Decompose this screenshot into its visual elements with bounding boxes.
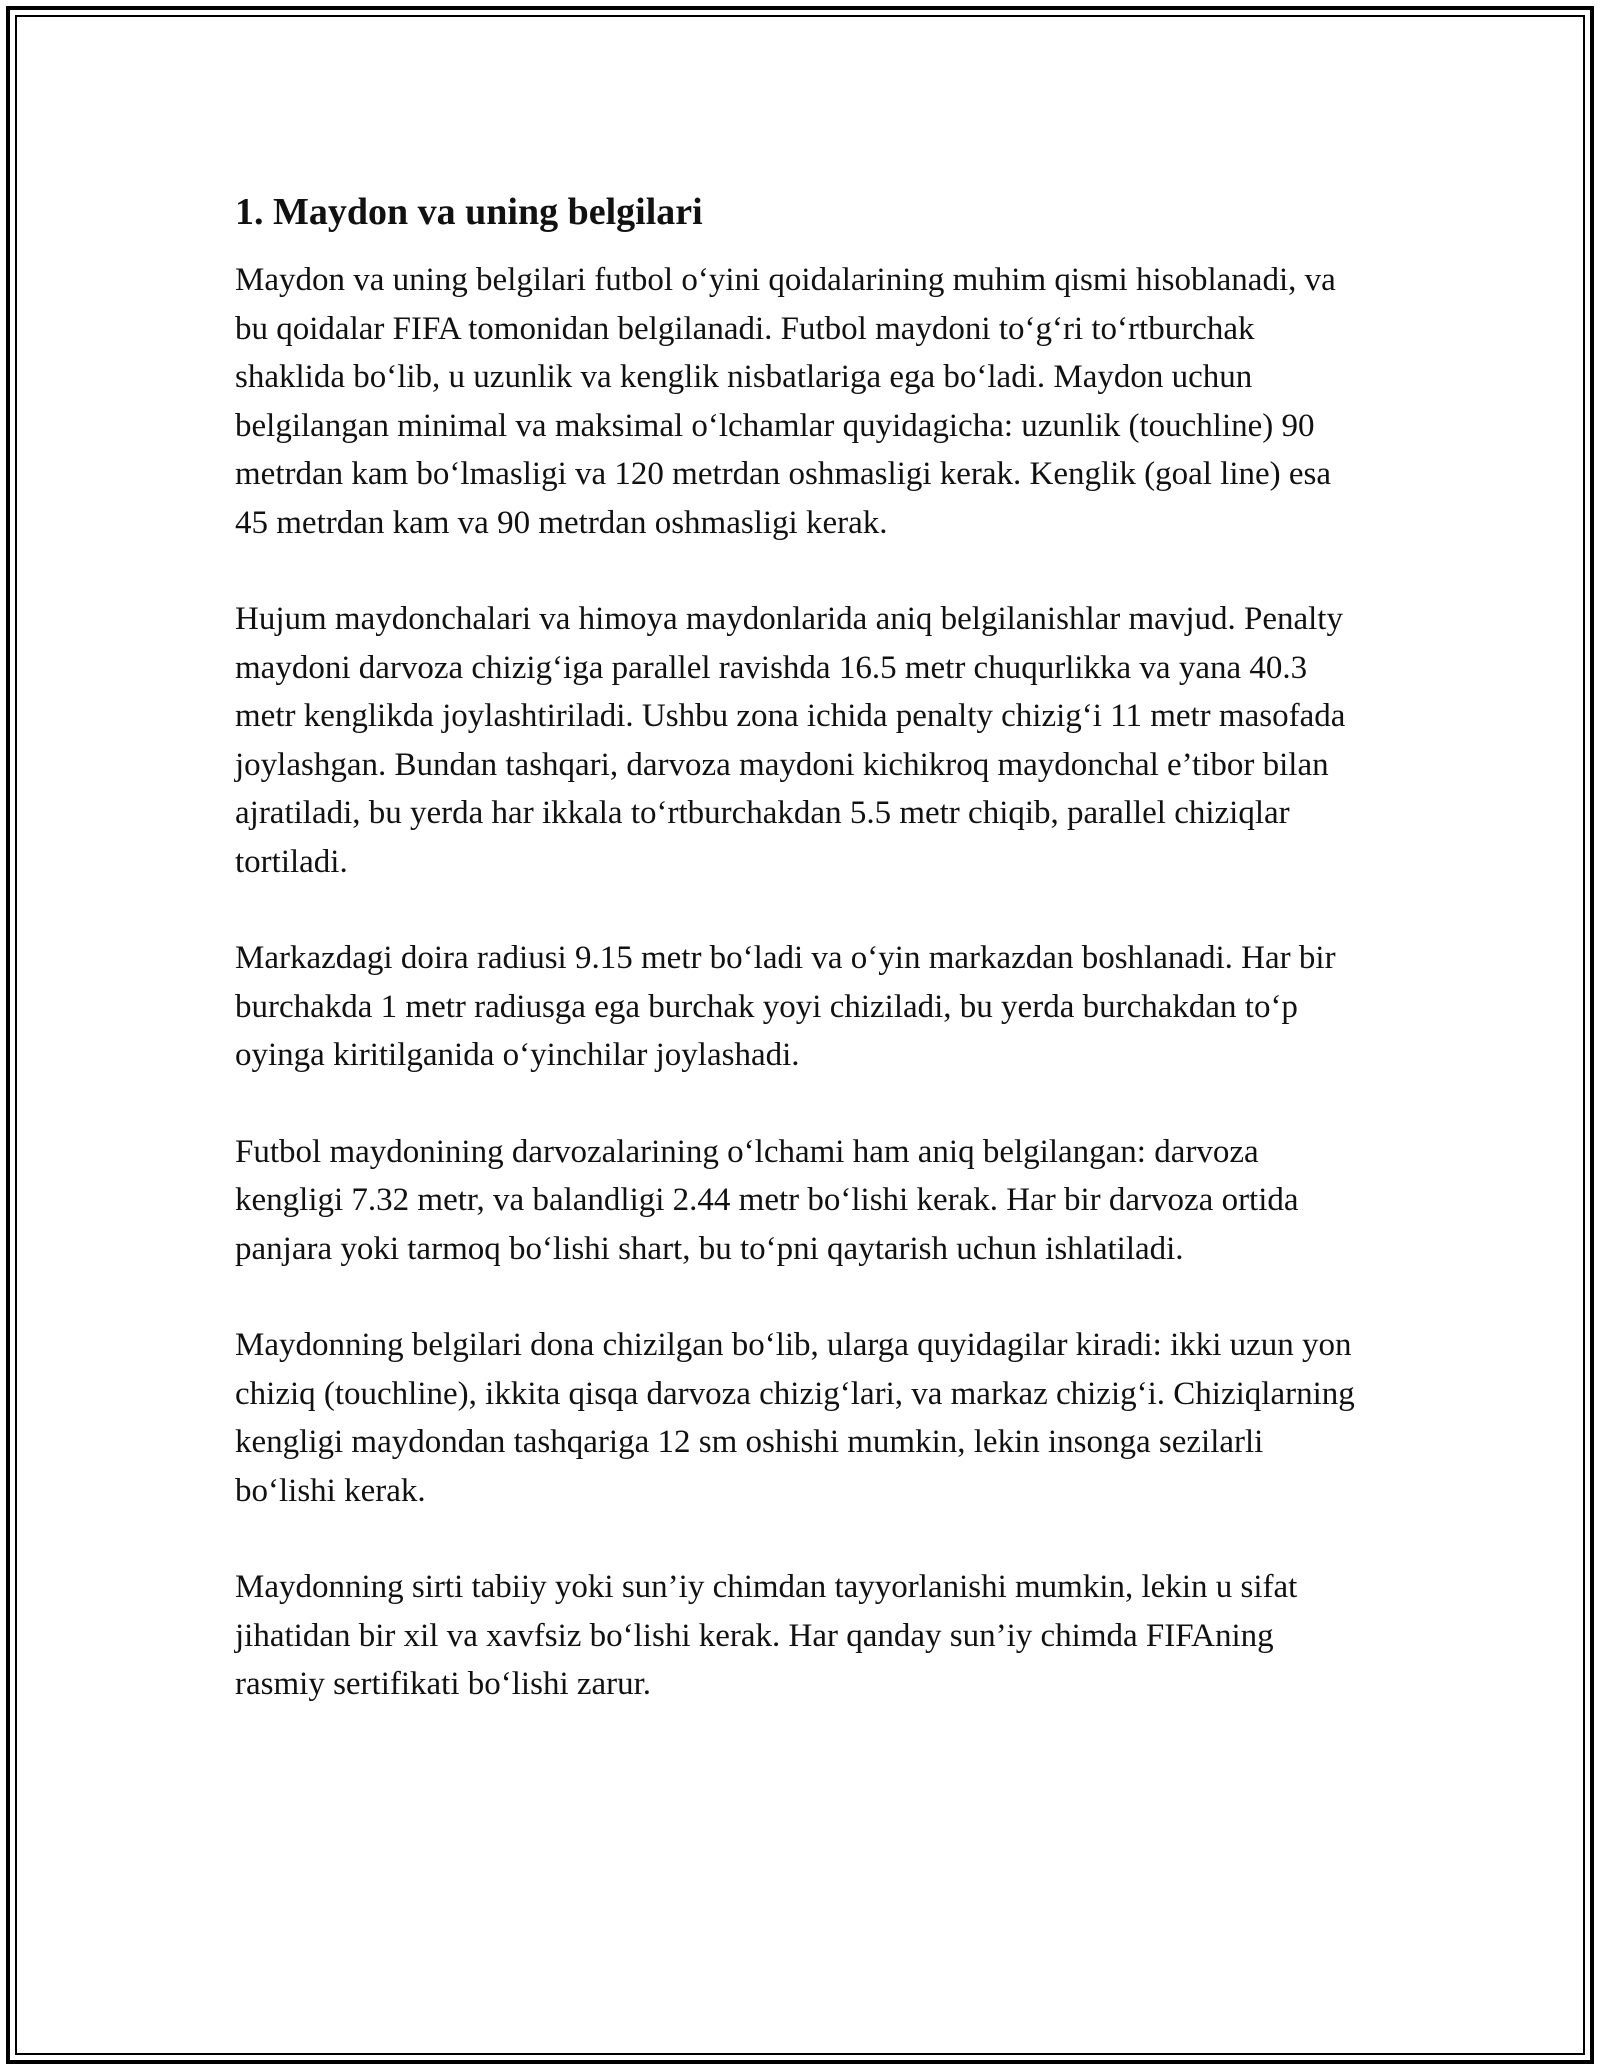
- paragraph-field-markings: Maydonning belgilari dona chizilgan bo‘lib, ularga quyidagilar kiradi: ikki uzun yon chiziq (touchline), ikkita qisqa darvoza chizig‘lari, va markaz chizig‘i. Chiziqlarning kengligi maydondan tashqariga 12 sm oshishi mumkin, lekin insonga sezilarli bo‘lishi kerak.: [235, 1327, 1355, 1509]
- paragraph-goal-dimensions: Futbol maydonining darvozalarining o‘lchami ham aniq belgilangan: darvoza kengligi 7.32 metr, va balandligi 2.44 metr bo‘lishi kerak. Har bir darvoza ortida panjara yoki tarmoq bo‘lishi shart, bu to‘pni qaytarish uchun ishlatiladi.: [235, 1133, 1299, 1267]
- document-body: [235, 186, 1365, 1757]
- paragraph-center-circle: Markazdagi doira radiusi 9.15 metr bo‘ladi va o‘yin markazdan boshlanadi. Har bir burchakda 1 metr radiusga ega burchak yoyi chiziladi, bu yerda burchakdan to‘p oyinga kiritilganida o‘yinchilar joylashadi.: [235, 940, 1336, 1073]
- paragraph-field-surface: Maydonning sirti tabiiy yoki sun’iy chimdan tayyorlanishi mumkin, lekin u sifat jihatidan bir xil va xavfsiz bo‘lishi kerak. Har qanday sun’iy chimda FIFAning rasmiy sertifikati bo‘lishi zarur.: [235, 1569, 1298, 1702]
- section-heading: 1. Maydon va uning belgilari: [235, 191, 703, 233]
- paragraph-penalty-area: Hujum maydonchalari va himoya maydonlarida aniq belgilanishlar mavjud. Penalty maydoni darvoza chizig‘iga parallel ravishda 16.5 metr chuqurlikka va yana 40.3 metr kenglikda joylashtiriladi. Ushbu zona ichida penalty chizig‘i 11 metr masofada joylashgan. Bundan tashqari, darvoza maydoni kichikroq maydonchal e’tibor bilan ajratiladi, bu yerda har ikkala to‘rtburchakdan 5.5 metr chiqib, parallel chiziqlar tortiladi.: [235, 601, 1346, 880]
- paragraph-field-dimensions: Maydon va uning belgilari futbol o‘yini qoidalarining muhim qismi hisoblanadi, va bu qoidalar FIFA tomonidan belgilanadi. Futbol maydoni to‘g‘ri to‘rtburchak shaklida bo‘lib, u uzunlik va kenglik nisbatlariga ega bo‘ladi. Maydon uchun belgilangan minimal va maksimal o‘lchamlar quyidagicha: uzunlik (touchline) 90 metrdan kam bo‘lmasligi va 120 metrdan oshmasligi kerak. Kenglik (goal line) esa 45 metrdan kam va 90 metrdan oshmasligi kerak.: [235, 262, 1336, 541]
